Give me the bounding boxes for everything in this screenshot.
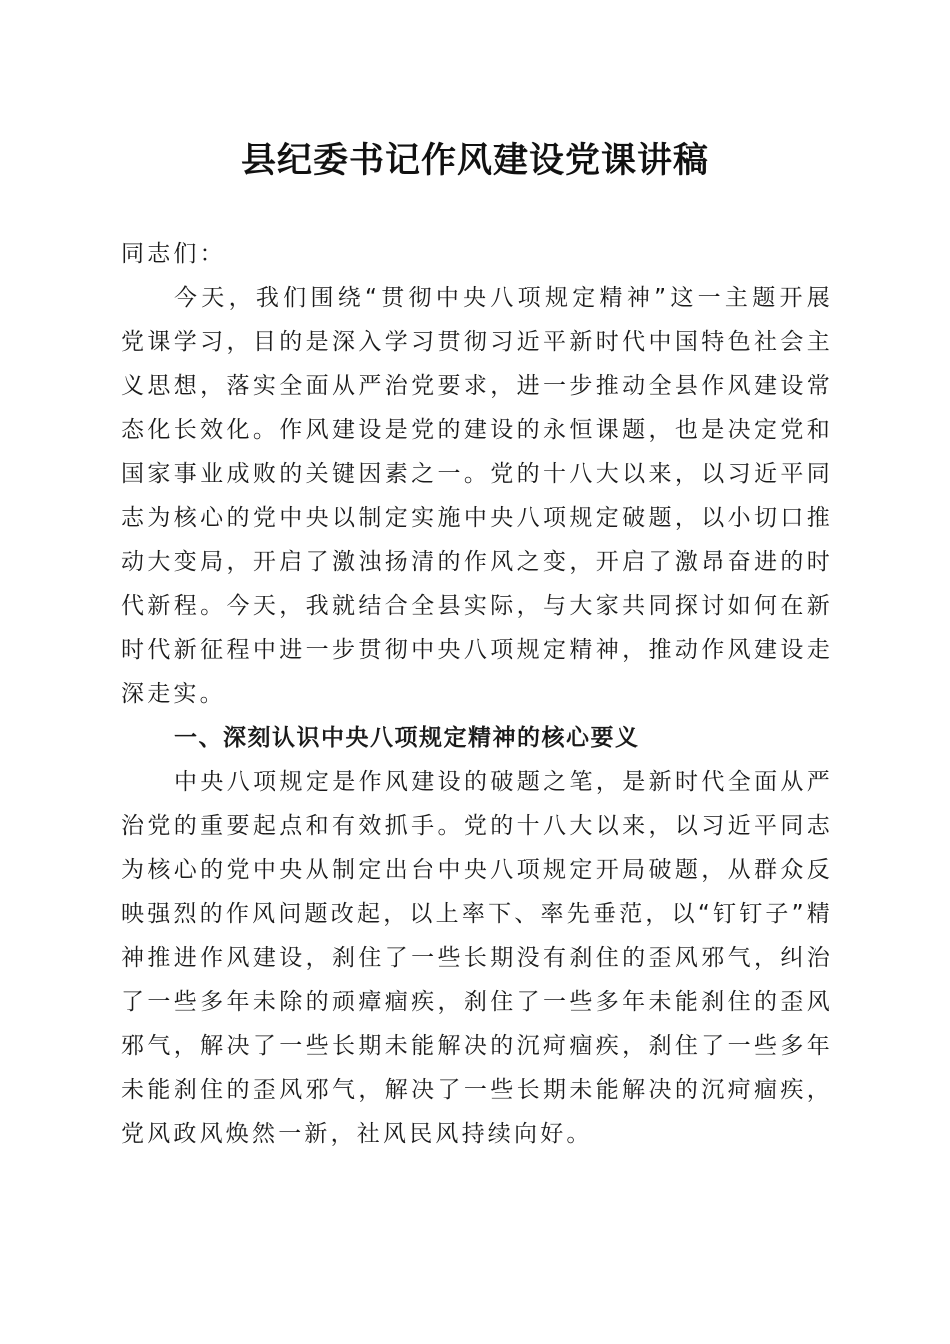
document-body — [121, 232, 833, 1156]
section-paragraph: 中央八项规定是作风建设的破题之笔，是新时代全面从严治党的重要起点和有效抓手。党的十八大以来，以习近平同志为核心的党中央从制定出台中央八项规定开局破题，从群众反映强烈的作风问题改起，以上率下、率先垂范，以“钉钉子”精神推进作风建设，刹住了一些长期没有刹住的歪风邪气，纠治了一些多年未除的顽瘴痼疾，刹住了一些多年未能刹住的歪风邪气，解决了一些长期未能解决的沉疴痼疾，刹住了一些多年未能刹住的歪风邪气，解决了一些长期未能解决的沉疴痼疾，党风政风焕然一新，社风民风持续向好。 — [121, 769, 833, 1147]
section-heading: 一、深刻认识中央八项规定精神的核心要义 — [174, 725, 640, 751]
intro-paragraph: 今天，我们围绕“贯彻中央八项规定精神”这一主题开展党课学习，目的是深入学习贯彻习近平新时代中国特色社会主义思想，落实全面从严治党要求，进一步推动全县作风建设常态化长效化。作风建设是党的建设的永恒课题，也是决定党和国家事业成败的关键因素之一。党的十八大以来，以习近平同志为核心的党中央以制定实施中央八项规定破题，以小切口推动大变局，开启了激浊扬清的作风之变，开启了激昂奋进的时代新程。今天，我就结合全县实际，与大家共同探讨如何在新时代新征程中进一步贯彻中央八项规定精神，推动作风建设走深走实。 — [121, 285, 833, 707]
salutation: 同志们： — [121, 241, 226, 267]
document-title: 县纪委书记作风建设党课讲稿 — [240, 140, 709, 181]
